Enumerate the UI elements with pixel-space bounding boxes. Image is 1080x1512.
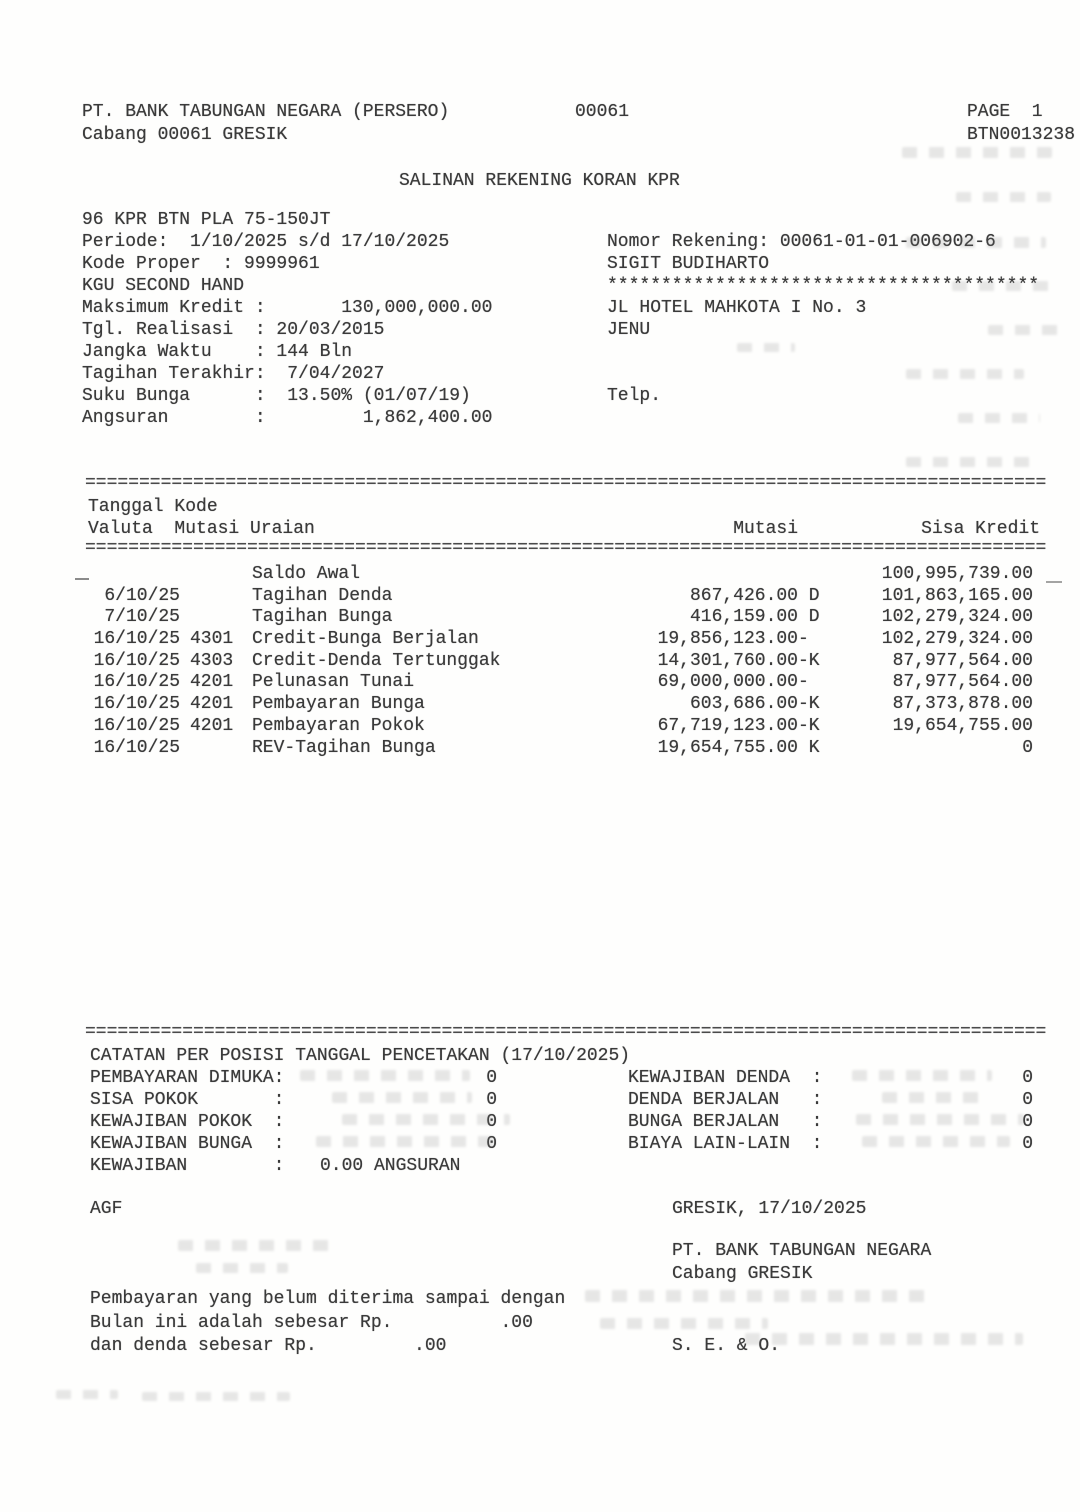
catatan-value: 0	[1022, 1112, 1033, 1132]
tagihan-terakhir-line: Tagihan Terakhir: 7/04/2027	[82, 364, 385, 384]
table-row	[0, 563, 1080, 585]
cell-mutasi: 69,000,000.00	[657, 672, 798, 692]
cell-kode: 4201	[190, 672, 234, 692]
bleed-through-smudge	[316, 1136, 494, 1147]
cell-kode: 4201	[190, 694, 234, 714]
catatan-title: CATATAN PER POSISI TANGGAL PENCETAKAN (17/10/2025)	[90, 1046, 631, 1066]
cell-mutasi-flag: K	[798, 738, 820, 758]
bleed-through-smudge	[952, 281, 1052, 291]
kgu-line: KGU SECOND HAND	[82, 276, 245, 296]
bank-name: PT. BANK TABUNGAN NEGARA (PERSERO)	[82, 102, 450, 122]
cell-mutasi: 19,856,123.00	[657, 629, 798, 649]
cell-mutasi: 14,301,760.00	[657, 651, 798, 671]
cell-mutasi: 603,686.00	[689, 694, 798, 714]
city-line: JENU	[607, 320, 651, 340]
cell-sisa-kredit: 102,279,324.00	[881, 629, 1033, 649]
catatan-value: 0	[1022, 1134, 1033, 1154]
cell-uraian: Credit-Denda Tertunggak	[252, 651, 501, 671]
product-line: 96 KPR BTN PLA 75-150JT	[82, 210, 331, 230]
separator-catatan: =========================================================================================	[85, 1022, 1047, 1042]
bleed-through-smudge	[862, 1136, 1010, 1147]
cell-mutasi: 19,654,755.00	[657, 738, 798, 758]
bleed-through-smudge	[958, 413, 1040, 423]
cell-uraian: Tagihan Denda	[252, 586, 393, 606]
catatan-label: BUNGA BERJALAN :	[628, 1112, 823, 1132]
cell-sisa-kredit: 19,654,755.00	[892, 716, 1033, 736]
cell-uraian: Pembayaran Pokok	[252, 716, 425, 736]
cell-mutasi-flag: D	[798, 607, 820, 627]
cell-uraian: REV-Tagihan Bunga	[252, 738, 436, 758]
catatan-value: 0	[1022, 1090, 1033, 1110]
account-holder-name: SIGIT BUDIHARTO	[607, 254, 770, 274]
note-line-2: Bulan ini adalah sebesar Rp. .00	[90, 1313, 533, 1333]
page-number: PAGE 1	[967, 102, 1043, 122]
cell-kode: 4303	[190, 651, 234, 671]
cell-sisa-kredit: 100,995,739.00	[881, 564, 1033, 584]
nomor-rekening-line: Nomor Rekening: 00061-01-01-006902-6	[607, 232, 996, 252]
catatan-value: 0	[1022, 1068, 1033, 1088]
bleed-through-smudge	[332, 1092, 472, 1103]
agf-label: AGF	[90, 1199, 123, 1219]
tgl-realisasi-line: Tgl. Realisasi : 20/03/2015	[82, 320, 385, 340]
bleed-through-smudge	[745, 1333, 1023, 1345]
catatan-label: KEWAJIBAN POKOK :	[90, 1112, 285, 1132]
branch-code: 00061	[575, 102, 630, 122]
cell-uraian: Tagihan Bunga	[252, 607, 393, 627]
cell-valuta: 16/10/25	[93, 629, 180, 649]
cell-uraian: Pelunasan Tunai	[252, 672, 415, 692]
table-row	[0, 715, 1080, 737]
catatan-value: 0	[486, 1090, 497, 1110]
table-row	[0, 737, 1080, 759]
cell-sisa-kredit: 87,977,564.00	[892, 672, 1033, 692]
bleed-through-smudge	[600, 1318, 768, 1329]
note-line-3: dan denda sebesar Rp. .00	[90, 1336, 447, 1356]
table-header-sisa-kredit: Sisa Kredit	[921, 519, 1040, 539]
bleed-through-smudge	[737, 343, 795, 352]
cell-uraian: Credit-Bunga Berjalan	[252, 629, 479, 649]
cell-valuta: 16/10/25	[93, 738, 180, 758]
catatan-label: DENDA BERJALAN :	[628, 1090, 823, 1110]
table-header-line1: Tanggal Kode	[88, 497, 218, 517]
telp-line: Telp.	[607, 386, 662, 406]
catatan-value: 0.00 ANGSURAN	[320, 1156, 461, 1176]
bleed-through-smudge	[988, 325, 1060, 335]
table-row	[0, 606, 1080, 628]
document-code: BTN0013238	[967, 125, 1076, 145]
bleed-through-smudge	[956, 192, 1051, 202]
bleed-through-smudge	[178, 1240, 330, 1251]
signature-bank: PT. BANK TABUNGAN NEGARA	[672, 1241, 932, 1261]
cell-kode: 4301	[190, 629, 234, 649]
bleed-through-smudge	[856, 1114, 1024, 1125]
bleed-through-smudge	[906, 237, 1046, 248]
asterisk-line: ****************************************	[607, 276, 1040, 296]
suku-bunga-line: Suku Bunga : 13.50% (01/07/19)	[82, 386, 471, 406]
catatan-value: 0	[486, 1068, 497, 1088]
bleed-through-smudge	[906, 369, 1024, 379]
kode-proper-line: Kode Proper : 9999961	[82, 254, 320, 274]
bleed-through-smudge	[142, 1392, 290, 1401]
catatan-kewajiban-row	[90, 1155, 590, 1177]
cell-sisa-kredit: 87,977,564.00	[892, 651, 1033, 671]
catatan-value: 0	[486, 1112, 497, 1132]
angsuran-line: Angsuran : 1,862,400.00	[82, 408, 493, 428]
bleed-through-smudge	[196, 1263, 288, 1273]
table-row	[0, 628, 1080, 650]
bleed-through-smudge	[342, 1114, 510, 1125]
catatan-label: KEWAJIBAN BUNGA :	[90, 1134, 285, 1154]
seo-label: S. E. & O.	[672, 1336, 781, 1356]
cell-valuta: 16/10/25	[93, 651, 180, 671]
bleed-through-smudge	[585, 1290, 925, 1302]
cell-kode: 4201	[190, 716, 234, 736]
cell-valuta: 16/10/25	[93, 716, 180, 736]
account-info-left	[82, 209, 492, 429]
cell-mutasi: 867,426.00	[689, 586, 798, 606]
page-title: SALINAN REKENING KORAN KPR	[399, 171, 680, 191]
cell-mutasi: 416,159.00	[689, 607, 798, 627]
catatan-label: SISA POKOK :	[90, 1090, 285, 1110]
maksimum-kredit-line: Maksimum Kredit : 130,000,000.00	[82, 298, 493, 318]
periode-line: Periode: 1/10/2025 s/d 17/10/2025	[82, 232, 450, 252]
cell-mutasi-flag: -K	[798, 716, 820, 736]
table-row	[0, 671, 1080, 693]
separator-top: =========================================================================================	[85, 473, 1047, 493]
jangka-waktu-line: Jangka Waktu : 144 Bln	[82, 342, 353, 362]
cell-uraian: Saldo Awal	[252, 564, 361, 584]
bleed-through-smudge	[56, 1390, 118, 1399]
cell-valuta: 16/10/25	[93, 694, 180, 714]
table-row	[0, 650, 1080, 672]
account-info-right	[607, 231, 1039, 407]
cell-sisa-kredit: 101,863,165.00	[881, 586, 1033, 606]
catatan-label: PEMBAYARAN DIMUKA:	[90, 1068, 285, 1088]
catatan-label: KEWAJIBAN DENDA :	[628, 1068, 823, 1088]
table-row	[0, 693, 1080, 715]
address-line: JL HOTEL MAHKOTA I No. 3	[607, 298, 867, 318]
signature-branch: Cabang GRESIK	[672, 1264, 813, 1284]
bleed-through-smudge	[300, 1070, 470, 1081]
bleed-through-smudge	[882, 1092, 982, 1103]
bleed-through-smudge	[852, 1070, 992, 1081]
cell-mutasi-flag: -	[798, 672, 809, 692]
table-header-line2: Valuta Mutasi Uraian	[88, 519, 315, 539]
bleed-through-smudge	[906, 457, 1034, 467]
catatan-label: BIAYA LAIN-LAIN :	[628, 1134, 823, 1154]
cell-mutasi-flag: D	[798, 586, 820, 606]
cell-sisa-kredit: 102,279,324.00	[881, 607, 1033, 627]
cell-uraian: Pembayaran Bunga	[252, 694, 425, 714]
table-header-mutasi: Mutasi	[733, 519, 798, 539]
cell-mutasi-flag: -K	[798, 694, 820, 714]
cell-valuta: 6/10/25	[104, 586, 180, 606]
cell-valuta: 16/10/25	[93, 672, 180, 692]
table-row	[0, 585, 1080, 607]
catatan-label: KEWAJIBAN :	[90, 1156, 285, 1176]
branch-line: Cabang 00061 GRESIK	[82, 125, 288, 145]
catatan-value: 0	[486, 1134, 497, 1154]
separator-under-header: =========================================================================================	[85, 538, 1047, 558]
cell-mutasi-flag: -K	[798, 651, 820, 671]
city-date: GRESIK, 17/10/2025	[672, 1199, 867, 1219]
cell-mutasi-flag: -	[798, 629, 809, 649]
cell-valuta: 7/10/25	[104, 607, 180, 627]
cell-sisa-kredit: 0	[1022, 738, 1033, 758]
cell-sisa-kredit: 87,373,878.00	[892, 694, 1033, 714]
note-line-1: Pembayaran yang belum diterima sampai dengan	[90, 1289, 566, 1309]
cell-mutasi: 67,719,123.00	[657, 716, 798, 736]
bleed-through-smudge	[902, 147, 1052, 158]
